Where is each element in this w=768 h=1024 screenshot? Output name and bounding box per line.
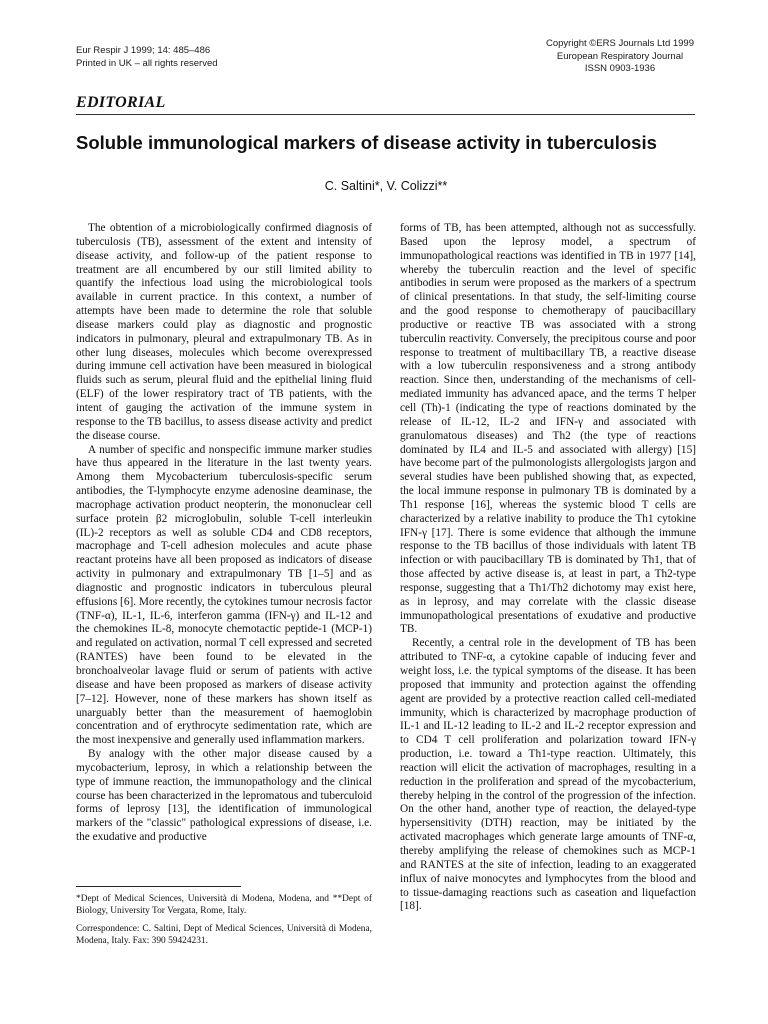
section-divider xyxy=(76,114,695,115)
body-paragraph: By analogy with the other major disease caused by a mycobacterium, leprosy, in which a relationship between the type of immune reaction, the immunopathology and the clinical course has been characterized in the lepromatous and tuberculoid forms of leprosy [13], the identification of immunological markers of the "classic" pathological expressions of disease, i.e. the exudative and productive xyxy=(76,748,372,844)
affiliation-footnote: *Dept of Medical Sciences, Università di Modena, Modena, and **Dept of Biology, University Tor Vergata, Rome, Italy. xyxy=(76,894,372,916)
journal-name-line: European Respiratory Journal xyxy=(556,50,684,62)
body-paragraph: The obtention of a microbiologically confirmed diagnosis of tuberculosis (TB), assessment of the extent and intensity of disease activity, and follow-up of the patient response to treatment are all encumbered by our still limited ability to quantify the infectious load using the microbiological tools available in current practice. In this context, a number of attempts have been made to determine the role that soluble disease markers could play as diagnostic and prognostic indicators in pulmonary, pleural and extrapulmonary TB. As in other lung diseases, molecules which become overexpressed during immune cell activation have been measured in biological fluids such as serum, pleural fluid and the epithelial lining fluid (ELF) of the lower respiratory tract of TB patients, with the intent of gauging the activation of the immune system in response to the TB bacillus, to assess disease activity and predict the disease course. xyxy=(76,222,372,442)
body-column-left xyxy=(76,222,372,845)
journal-citation-line: Eur Respir J 1999; 14: 485–486 xyxy=(76,45,211,56)
copyright-block xyxy=(546,38,694,76)
body-paragraph: forms of TB, has been attempted, although not as successfully. Based upon the leprosy model, a spectrum of immunopathological reactions was identified in TB in 1977 [14], whereby the tuberculin reaction and the level of specific antibodies in serum were proposed as the markers of a spectrum of clinical presentations. In that study, the self-limiting course and the good response to chemotherapy of paucibacillary productive or reactive TB was associated with a strong tuberculin reactivity. Conversely, the precipitous course and poor response to treatment of multibacillary TB, a reactive disease with a low tuberculin responsiveness and a strong antibody reaction. Since then, understanding of the mechanisms of cell-mediated immunity has advanced apace, and the terms T helper cell (Th)-1 (indicating the type of reactions dominated by the release of IL-12, IL-2 and IFN-γ and associated with granulomatous diseases) and Th2 (the type of reactions dominated by IL4 and IL-5 and associated with allergy) [15] have become part of the pulmonologists allergologists jargon and several studies have been published showing that, as expected, the local immune response in pulmonary TB is dominated by a Th1 response [16], whereas the systemic blood T cells are characterized by a relative inability to produce the Th1 cytokine IFN-γ [17]. There is some evidence that although the immune response to the TB bacillus of those individuals with latent TB infection or with paucibacillary TB is dominated by Th1, that of those affected by active disease is, at least in part, a Th2-type response, suggesting that a Th1/Th2 dichotomy may exist here, as in leprosy, and may correlate with the classic disease immunopathological presentations of exudative and productive TB. xyxy=(400,222,696,636)
journal-citation xyxy=(76,45,218,70)
footnotes xyxy=(76,893,372,953)
article-authors: C. Saltini*, V. Colizzi** xyxy=(324,179,448,193)
correspondence-footnote: Correspondence: C. Saltini, Dept of Medical Sciences, Università di Modena, Modena, Italy. Fax: 390 59424231. xyxy=(76,924,372,946)
body-paragraph: Recently, a central role in the development of TB has been attributed to TNF-α, a cytokine capable of inducing fever and weight loss, i.e. the typical symptoms of the disease. It has been proposed that immunity and protection against the offending agent are provided by a protective reaction called cell-mediated immunity, which is characterized by macrophage production of IL-1 and IL-12 leading to IL-2 and IL-2 receptor expression and to CD4 T cell proliferation and polarization toward IFN-γ production, i.e. toward a Th1-type reaction. Ultimately, this reaction will elicit the activation of macrophages, resulting in a reduction in the proliferation and spread of the mycobacterium, thereby helping in the control of the progression of the infection. On the other hand, another type of reaction, the delayed-type hypersensitivity (DTH) reaction, may be initiated by the activated macrophages which generate large amounts of TNF-α, thereby amplifying the release of chemokines such as MCP-1 and RANTES at the site of infection, leading to an exaggerated influx of naive monocytes and lymphocytes from the blood and to tissue-damaging reactions such as caseation and liquefaction [18]. xyxy=(400,637,696,913)
article-title: Soluble immunological markers of disease activity in tuberculosis xyxy=(76,132,657,153)
section-label: EDITORIAL xyxy=(76,94,166,111)
body-paragraph: A number of specific and nonspecific immune marker studies have thus appeared in the literature in the last twenty years. Among them Mycobacterium tuberculosis-specific serum antibodies, the T-lymphocyte enzyme adenosine deaminase, the macrophage activation product neopterin, the mononuclear cell surface protein β2 microglobulin, soluble T-cell interleukin (IL)-2 receptors as well as soluble CD4 and CD8 receptors, macrophage and T-cell adhesion molecules and acute phase reactant proteins have all been proposed as indicators of disease activity in pulmonary and extrapulmonary TB [1–5] and as diagnostic and prognostic indicators in tuberculous pleural effusions [6]. More recently, the cytokines tumour necrosis factor (TNF-α), IL-1, IL-6, interferon gamma (IFN-γ) and IL-12 and the chemokines IL-8, monocyte chemotactic peptide-1 (MCP-1) and regulated on activation, normal T cell expressed and secreted (RANTES) have been found to be elevated in the bronchoalveolar lavage fluid or serum of patients with active disease and have been proposed as markers of disease activity [7–12]. However, none of these markers has shown itself as unarguably better than the measurement of haemoglobin concentration and of erythrocyte sedimentation rate, which are the most inexpensive and generally used inflammation markers. xyxy=(76,443,372,747)
footnote-divider xyxy=(76,886,241,887)
copyright-line: Copyright ©ERS Journals Ltd 1999 xyxy=(546,38,694,49)
issn-line: ISSN 0903-1936 xyxy=(584,63,656,74)
body-column-right xyxy=(400,222,696,914)
print-notice-line: Printed in UK – all rights reserved xyxy=(76,57,218,69)
